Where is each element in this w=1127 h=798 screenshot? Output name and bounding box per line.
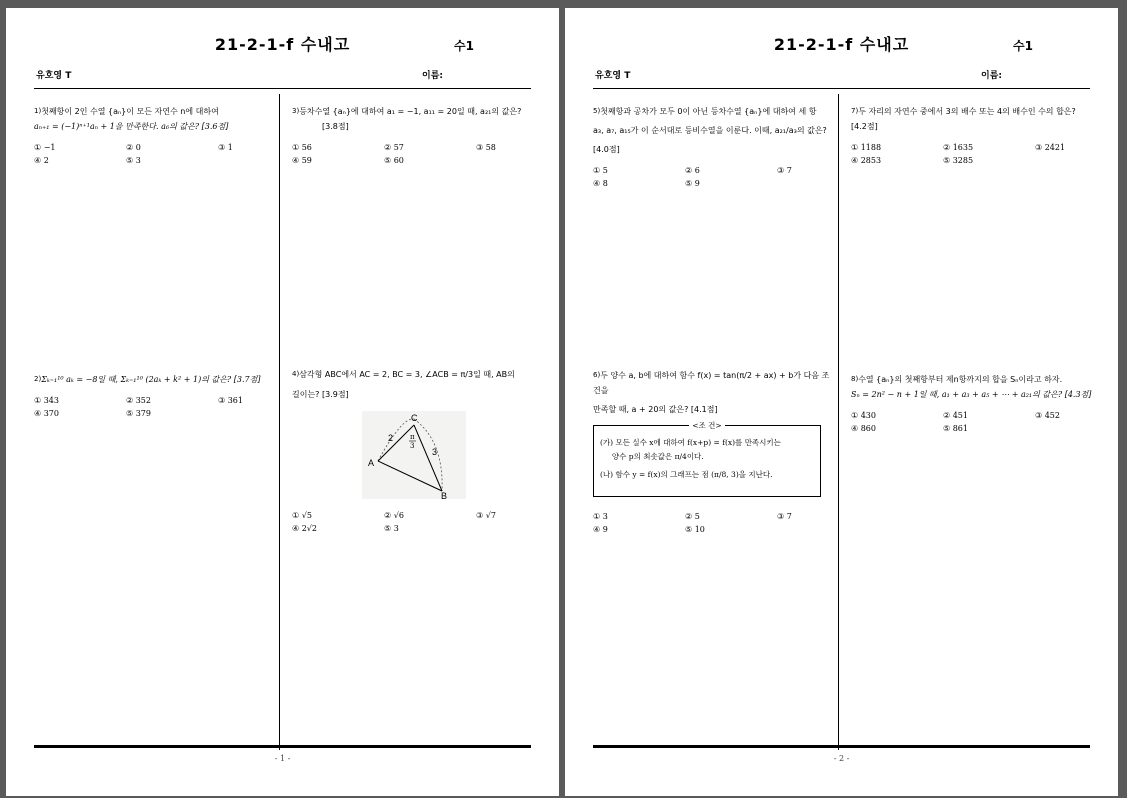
question-text-line: 두 양수 a, b에 대하여 함수 f(x) = tan(π/2 + ax) + b가 다음 조건을 <box>593 371 830 395</box>
option-2[interactable]: ② 0 <box>126 143 141 152</box>
page-number: - 1 - <box>274 754 291 763</box>
question-stem <box>292 104 532 134</box>
question-text-line: 두 자리의 자연수 중에서 3의 배수 또는 4의 배수인 수의 합은? <box>858 107 1076 116</box>
vertex-label-c: C <box>411 413 418 423</box>
option-5[interactable]: ⑤ 9 <box>685 179 700 188</box>
side-ac-length: 2 <box>388 433 394 443</box>
option-2[interactable]: ② √6 <box>384 511 404 520</box>
option-2[interactable]: ② 352 <box>126 396 151 405</box>
question-number: 8) <box>851 375 859 383</box>
option-1[interactable]: ① 56 <box>292 143 312 152</box>
option-1[interactable]: ① 5 <box>593 166 608 175</box>
condition-box <box>593 421 821 497</box>
option-4[interactable]: ④ 2 <box>34 156 49 165</box>
option-3[interactable]: ③ 361 <box>218 396 243 405</box>
question-number: 2) <box>34 375 42 383</box>
footer-divider <box>593 745 1090 748</box>
side-bc <box>414 425 442 491</box>
question-text-line: Σₖ₌₁¹⁰ aₖ = −8일 때, Σₖ₌₁¹⁰ (2aₖ + k² + 1)의 값은? [3.7점] <box>41 375 261 384</box>
question-6 <box>593 368 837 537</box>
column-divider <box>279 94 280 750</box>
answer-options <box>34 393 274 421</box>
exam-page-1 <box>6 8 559 796</box>
answer-options <box>34 140 274 168</box>
name-label: 이름: <box>422 71 443 81</box>
condition-line: (나) 함수 y = f(x)의 그래프는 점 (π/8, 3)을 지난다. <box>600 470 773 479</box>
teacher-label: 유호영 T <box>36 71 72 81</box>
answer-options <box>593 509 837 537</box>
column-divider <box>838 94 839 750</box>
question-text-line: [3.8점] <box>322 122 349 131</box>
question-text-line: [4.2점] <box>851 122 878 131</box>
question-7 <box>851 104 1095 168</box>
question-text-line: [4.0점] <box>593 145 620 154</box>
option-5[interactable]: ⑤ 861 <box>943 424 968 433</box>
question-number: 7) <box>851 107 859 115</box>
exam-page-2 <box>565 8 1118 796</box>
question-number: 3) <box>292 107 300 115</box>
question-text-line: Sₙ = 2n² − n + 1일 때, a₁ + a₃ + a₅ + ⋯ + a₂₁의 값은? [4.3점] <box>851 390 1092 399</box>
side-ac <box>378 425 414 461</box>
question-text-line: aₙ₊₁ = (−1)ⁿ⁺¹aₙ + 1을 만족한다. a₆의 값은? [3.6점] <box>34 122 229 131</box>
footer-divider <box>34 745 531 748</box>
header-divider <box>34 88 531 89</box>
answer-options <box>593 163 833 191</box>
side-bc-length: 3 <box>432 447 438 457</box>
question-number: 5) <box>593 107 601 115</box>
question-stem <box>292 367 532 402</box>
exam-title: 21-2-1-f 수내고 <box>214 35 351 54</box>
option-5[interactable]: ⑤ 10 <box>685 525 705 534</box>
vertex-label-b: B <box>441 491 448 499</box>
side-ab <box>378 461 442 491</box>
option-3[interactable]: ③ 2421 <box>1035 143 1066 152</box>
question-number: 4) <box>292 370 300 378</box>
option-2[interactable]: ② 57 <box>384 143 404 152</box>
name-label: 이름: <box>981 71 1002 81</box>
answer-options <box>851 408 1095 436</box>
dashed-arc <box>378 419 414 461</box>
option-3[interactable]: ③ √7 <box>476 511 496 520</box>
angle-denominator: 3 <box>410 442 415 450</box>
option-3[interactable]: ③ 7 <box>777 512 792 521</box>
exam-title: 21-2-1-f 수내고 <box>773 35 910 54</box>
option-1[interactable]: ① −1 <box>34 143 56 152</box>
option-4[interactable]: ④ 860 <box>851 424 876 433</box>
option-3[interactable]: ③ 452 <box>1035 411 1060 420</box>
option-1[interactable]: ① 1188 <box>851 143 882 152</box>
question-3 <box>292 104 532 168</box>
question-stem <box>851 104 1095 134</box>
page-number: - 2 - <box>833 754 850 763</box>
question-text-line: 등차수열 {aₙ}에 대하여 a₁ = −1, a₁₁ = 20일 때, a₂₁의 값은? <box>299 107 522 116</box>
question-stem <box>593 368 837 417</box>
header-divider <box>593 88 1090 89</box>
question-stem <box>593 104 833 157</box>
answer-options <box>292 140 532 168</box>
option-2[interactable]: ② 6 <box>685 166 700 175</box>
question-4 <box>292 367 532 536</box>
option-5[interactable]: ⑤ 379 <box>126 409 151 418</box>
option-2[interactable]: ② 5 <box>685 512 700 521</box>
question-8 <box>851 372 1095 436</box>
option-3[interactable]: ③ 7 <box>777 166 792 175</box>
option-1[interactable]: ① 343 <box>34 396 59 405</box>
vertex-label-a: A <box>368 458 375 468</box>
option-1[interactable]: ① √5 <box>292 511 312 520</box>
option-1[interactable]: ① 3 <box>593 512 608 521</box>
question-text-line: 길이는? [3.9점] <box>292 390 349 399</box>
question-2 <box>34 372 274 421</box>
option-4[interactable]: ④ 370 <box>34 409 59 418</box>
option-4[interactable]: ④ 8 <box>593 179 608 188</box>
option-3[interactable]: ③ 58 <box>476 143 496 152</box>
question-text-line: 수열 {aₙ}의 첫째항부터 제n항까지의 합을 Sₙ이라고 하자. <box>858 375 1063 384</box>
option-4[interactable]: ④ 2√2 <box>292 524 317 533</box>
question-1 <box>34 104 274 168</box>
question-number: 1) <box>34 107 42 115</box>
question-number: 6) <box>593 371 601 379</box>
answer-options <box>292 508 532 536</box>
subject-label: 수1 <box>1013 39 1033 53</box>
question-text-line: 첫째항과 공차가 모두 0이 아닌 등차수열 {aₙ}에 대하여 세 항 <box>600 107 817 116</box>
option-5[interactable]: ⑤ 60 <box>384 156 404 165</box>
answer-options <box>851 140 1095 168</box>
condition-line: (가) 모든 실수 x에 대하여 f(x+p) = f(x)를 만족시키는 <box>600 438 781 447</box>
option-5[interactable]: ⑤ 3 <box>126 156 141 165</box>
question-stem <box>34 372 274 387</box>
option-2[interactable]: ② 451 <box>943 411 968 420</box>
option-5[interactable]: ⑤ 3285 <box>943 156 974 165</box>
question-5 <box>593 104 833 191</box>
question-text-line: 삼각형 ABC에서 AC = 2, BC = 3, ∠ACB = π/3일 때, AB의 <box>299 370 515 379</box>
angle-numerator: π <box>410 433 415 441</box>
teacher-label: 유호영 T <box>595 71 631 81</box>
condition-title: <조 건> <box>594 419 820 433</box>
option-4[interactable]: ④ 9 <box>593 525 608 534</box>
question-text-line: a₃, a₇, a₁₅가 이 순서대로 등비수열을 이룬다. 이때, a₂₁/a₃의 값은? <box>593 126 827 135</box>
question-stem <box>851 372 1095 402</box>
question-text-line: 만족할 때, a + 20의 값은? [4.1점] <box>593 405 718 414</box>
option-4[interactable]: ④ 59 <box>292 156 312 165</box>
option-5[interactable]: ⑤ 3 <box>384 524 399 533</box>
question-stem <box>34 104 274 134</box>
subject-label: 수1 <box>454 39 474 53</box>
option-4[interactable]: ④ 2853 <box>851 156 882 165</box>
option-3[interactable]: ③ 1 <box>218 143 233 152</box>
triangle-figure <box>362 411 466 499</box>
question-text-line: 첫째항이 2인 수열 {aₙ}이 모든 자연수 n에 대하여 <box>41 107 219 116</box>
condition-line: 양수 p의 최솟값은 π/4이다. <box>600 452 704 461</box>
option-1[interactable]: ① 430 <box>851 411 876 420</box>
option-2[interactable]: ② 1635 <box>943 143 974 152</box>
